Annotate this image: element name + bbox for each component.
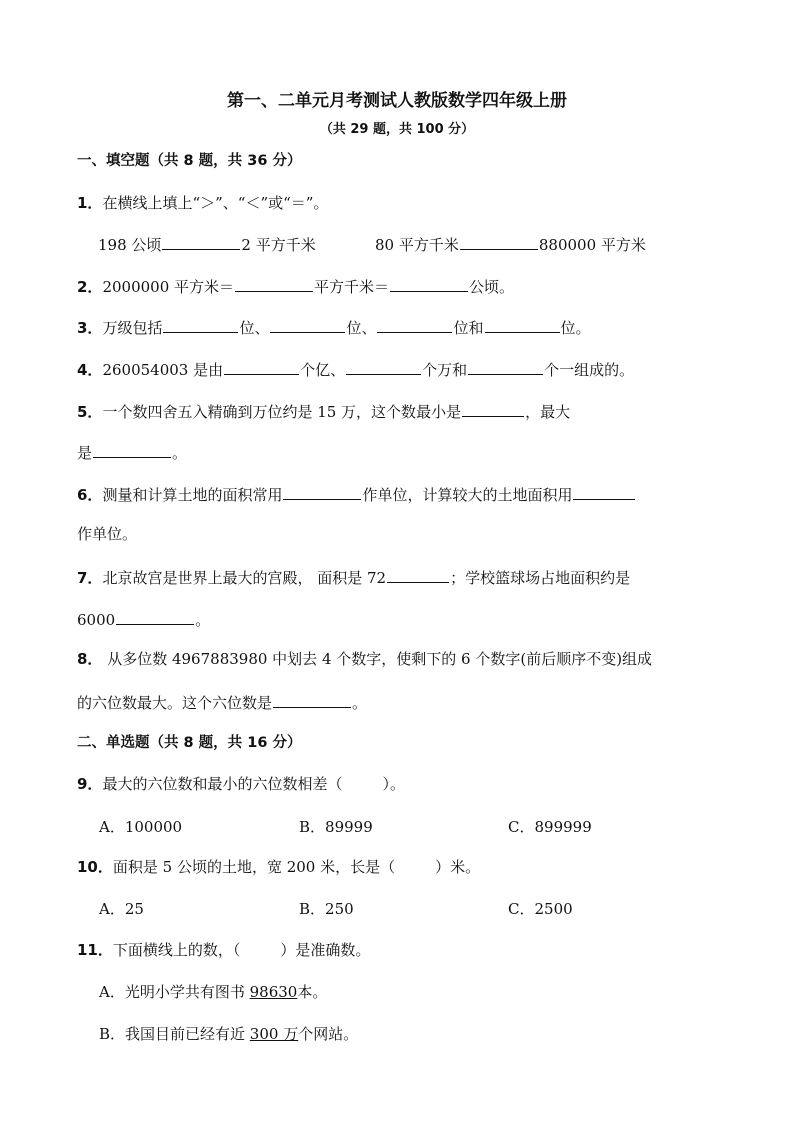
compare-left-a: 198 公顷 — [98, 236, 162, 254]
question-4 — [77, 358, 634, 380]
option-text: 个网站。 — [298, 1025, 359, 1043]
question-7 — [77, 566, 630, 588]
question-number: 2． — [77, 278, 103, 296]
question-5 — [77, 400, 570, 422]
answer-blank[interactable] — [283, 483, 361, 500]
question-text: 一个数四舍五入精确到万位约是 15 万，这个数最小是 — [102, 403, 462, 421]
question-1-row-b — [375, 233, 646, 255]
page-title: 第一、二单元月考测试人教版数学四年级上册 — [227, 91, 567, 111]
answer-blank[interactable] — [573, 483, 635, 500]
question-text: ，最大 — [525, 403, 571, 421]
option-c[interactable]: C．2500 — [508, 900, 573, 918]
question-text: 。 — [195, 611, 211, 629]
question-number: 10． — [77, 858, 113, 876]
question-text: 作单位。 — [77, 525, 138, 543]
option-b[interactable] — [99, 1024, 358, 1044]
question-text: 的六位数最大。这个六位数是 — [77, 694, 273, 712]
question-text: 在横线上填上“＞”、“＜”或“＝”。 — [102, 194, 329, 212]
compare-right-a: 2 平方千米 — [241, 236, 316, 254]
answer-blank[interactable] — [116, 608, 194, 625]
question-text: 个万和 — [422, 361, 468, 379]
question-text: 北京故宫是世界上最大的宫殿， 面积是 72 — [102, 569, 387, 587]
question-6-cont — [77, 524, 137, 544]
question-7-cont — [77, 608, 210, 630]
question-text: 。 — [352, 694, 368, 712]
question-number: 9． — [77, 775, 103, 793]
question-text: 下面横线上的数，（ — [112, 941, 241, 959]
answer-blank[interactable] — [163, 316, 238, 333]
question-number: 4． — [77, 361, 103, 379]
option-a[interactable]: A．25 — [99, 900, 144, 918]
option-a[interactable]: A．100000 — [99, 818, 183, 836]
option-b[interactable]: B．250 — [299, 900, 354, 918]
answer-blank[interactable] — [270, 316, 345, 333]
answer-blank[interactable] — [462, 400, 524, 417]
question-number: 6． — [77, 486, 103, 504]
question-text: 。 — [172, 444, 188, 462]
question-text: 作单位，计算较大的土地面积用 — [362, 486, 573, 504]
question-text: 面积是 5 公顷的土地，宽 200 米，长是（ — [112, 858, 396, 876]
question-9 — [77, 774, 405, 794]
page-subtitle: （共 29 题，共 100 分） — [319, 122, 475, 137]
question-text: 平方千米＝ — [314, 278, 390, 296]
question-text: 测量和计算土地的面积常用 — [102, 486, 283, 504]
answer-blank[interactable] — [485, 316, 560, 333]
answer-blank[interactable] — [377, 316, 452, 333]
question-text: 6000 — [77, 611, 116, 629]
question-5-cont — [77, 441, 187, 463]
question-text: 位。 — [560, 319, 591, 337]
question-text: 个亿、 — [300, 361, 346, 379]
answer-blank[interactable] — [93, 441, 171, 458]
answer-blank[interactable] — [468, 358, 543, 375]
option-text: 本。 — [297, 983, 328, 1001]
answer-blank[interactable] — [273, 691, 351, 708]
question-text: 万级包括 — [102, 319, 163, 337]
question-text: ；学校篮球场占地面积约是 — [450, 569, 631, 587]
question-11 — [77, 940, 370, 960]
question-8 — [77, 649, 652, 669]
question-text: ）是准确数。 — [280, 941, 371, 959]
option-a[interactable] — [99, 982, 327, 1002]
question-number: 1． — [77, 194, 103, 212]
question-number: 11． — [77, 941, 113, 959]
underlined-number: 300 万 — [249, 1025, 299, 1043]
answer-blank[interactable] — [387, 566, 449, 583]
answer-blank[interactable] — [162, 233, 240, 250]
question-text: 位、 — [239, 319, 270, 337]
question-text: 260054003 是由 — [102, 361, 224, 379]
question-6 — [77, 483, 636, 505]
compare-right-b: 880000 平方米 — [538, 236, 646, 254]
answer-blank[interactable] — [235, 275, 313, 292]
question-text: 是 — [77, 444, 93, 462]
underlined-number: 98630 — [249, 983, 298, 1001]
section-heading-single-choice: 二、单选题（共 8 题，共 16 分） — [77, 735, 302, 751]
question-text: 2000000 平方米＝ — [102, 278, 235, 296]
question-text: ）。 — [382, 775, 405, 793]
question-number: 3． — [77, 319, 103, 337]
answer-blank[interactable] — [390, 275, 468, 292]
question-8-cont — [77, 691, 367, 713]
answer-blank[interactable] — [460, 233, 538, 250]
compare-left-b: 80 平方千米 — [375, 236, 459, 254]
option-text: B．我国目前已经有近 — [99, 1025, 250, 1043]
section-heading-fill-blank: 一、填空题（共 8 题，共 36 分） — [77, 153, 302, 169]
question-text: 从多位数 4967883980 中划去 4 个数字，使剩下的 6 个数字(前后顺序不变)组成 — [102, 650, 653, 668]
option-c[interactable]: C．899999 — [508, 818, 592, 836]
question-text: 公顷。 — [469, 278, 515, 296]
question-number: 8． — [77, 650, 103, 668]
question-1-row — [98, 233, 316, 255]
option-b[interactable]: B．89999 — [299, 818, 373, 836]
question-1 — [77, 193, 328, 213]
question-number: 5． — [77, 403, 103, 421]
question-2 — [77, 275, 514, 297]
question-text: 个一组成的。 — [544, 361, 635, 379]
question-number: 7． — [77, 569, 103, 587]
answer-blank[interactable] — [346, 358, 421, 375]
question-text: 位和 — [453, 319, 484, 337]
question-text: 最大的六位数和最小的六位数相差（ — [102, 775, 343, 793]
question-text: 位、 — [346, 319, 377, 337]
answer-blank[interactable] — [224, 358, 299, 375]
question-text: ）米。 — [435, 858, 481, 876]
question-10 — [77, 857, 480, 877]
question-3 — [77, 316, 591, 338]
option-text: A．光明小学共有图书 — [99, 983, 250, 1001]
